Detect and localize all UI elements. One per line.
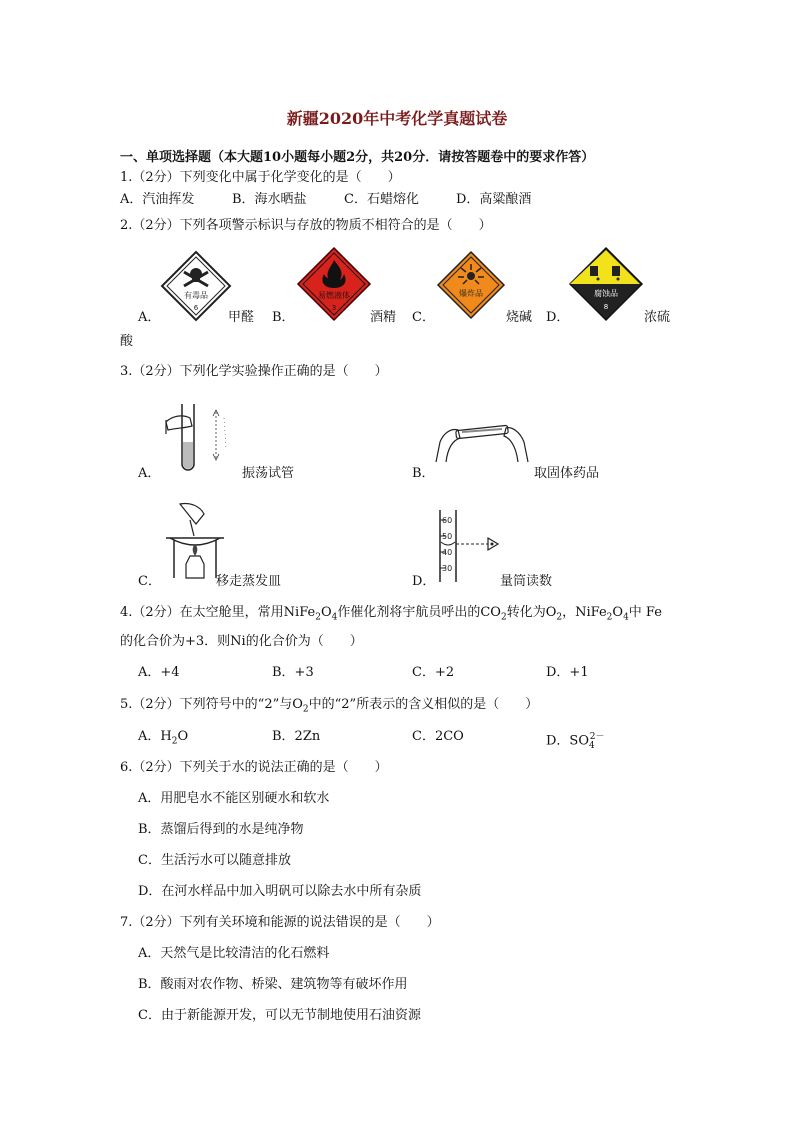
q6-option-d[interactable]: D．在河水样品中加入明矾可以除去水中所有杂质 bbox=[138, 884, 422, 899]
q4-option-d[interactable]: D．+1 bbox=[546, 665, 589, 680]
sign-a-label: 有毒品 bbox=[184, 291, 208, 300]
q3-option-a-letter[interactable]: A． bbox=[138, 466, 161, 481]
section-heading: 一、单项选择题（本大题10小题每小题2分，共20分．请按答题卷中的要求作答） bbox=[120, 150, 595, 165]
question-4-stem-line2: 的化合价为+3．则Ni的化合价为（ ） bbox=[120, 634, 363, 649]
question-5-stem: 5.（2分）下列符号中的“2”与$O_2$中的“2”所表示的含义相似的是（ ） bbox=[120, 697, 539, 715]
q2-option-c-letter[interactable]: C． bbox=[412, 310, 435, 325]
q1-option-c[interactable]: C．石蜡熔化 bbox=[344, 192, 419, 207]
flammable-sign-icon bbox=[296, 246, 372, 322]
q3-option-b-letter[interactable]: B． bbox=[412, 466, 435, 481]
corrosive-sign-icon bbox=[568, 246, 644, 322]
q2-option-d-letter[interactable]: D． bbox=[546, 310, 570, 325]
question-6-stem: 6.（2分）下列关于水的说法正确的是（ ） bbox=[120, 760, 388, 775]
sign-d-number: 8 bbox=[603, 303, 609, 311]
q1-option-d[interactable]: D．高粱酿酒 bbox=[456, 192, 532, 207]
q2-wrap-text: 酸 bbox=[120, 334, 134, 349]
take-solid-reagent-illustration bbox=[432, 402, 532, 468]
q3-option-b-text: 取固体药品 bbox=[534, 466, 600, 481]
question-1-stem: 1.（2分）下列变化中属于化学变化的是（ ） bbox=[120, 170, 401, 185]
q2-option-a-text: 甲醛 bbox=[228, 310, 255, 325]
q7-option-c[interactable]: C．由于新能源开发，可以无节制地使用石油资源 bbox=[138, 1008, 421, 1023]
q5-option-c[interactable]: C．2CO bbox=[412, 729, 464, 744]
cylinder-tick-60: 60 bbox=[442, 516, 453, 525]
q4-option-c[interactable]: C．+2 bbox=[412, 665, 455, 680]
q2-option-a-letter[interactable]: A． bbox=[138, 310, 161, 325]
question-2-stem: 2.（2分）下列各项警示标识与存放的物质不相符合的是（ ） bbox=[120, 218, 492, 233]
q5-option-b[interactable]: B．2Zn bbox=[272, 729, 321, 744]
sign-a-number: 6 bbox=[193, 304, 199, 312]
sign-b-number: 3 bbox=[331, 304, 337, 312]
q3-option-d-letter[interactable]: D． bbox=[412, 574, 436, 589]
q3-option-d-text: 量筒读数 bbox=[500, 574, 553, 589]
q3-option-c-letter[interactable]: C． bbox=[138, 574, 161, 589]
q4-option-b[interactable]: B．+3 bbox=[272, 665, 314, 680]
graduated-cylinder-illustration bbox=[432, 508, 512, 584]
q1-option-a[interactable]: A．汽油挥发 bbox=[120, 192, 195, 207]
q3-option-c-text: 移走蒸发皿 bbox=[216, 574, 282, 589]
q7-option-a[interactable]: A．天然气是比较清洁的化石燃料 bbox=[138, 946, 330, 961]
question-7-stem: 7.（2分）下列有关环境和能源的说法错误的是（ ） bbox=[120, 915, 440, 930]
sign-b-label: 易燃液体 bbox=[318, 291, 350, 300]
cylinder-tick-50: 50 bbox=[442, 532, 453, 541]
q2-option-b-letter[interactable]: B． bbox=[272, 310, 295, 325]
q4-option-a[interactable]: A．+4 bbox=[138, 665, 180, 680]
q7-option-b[interactable]: B．酸雨对农作物、桥梁、建筑物等有破坏作用 bbox=[138, 977, 408, 992]
q3-option-a-text: 振荡试管 bbox=[242, 466, 295, 481]
q5-option-a[interactable]: A．$H_2O$ bbox=[138, 729, 189, 747]
q2-option-b-text: 酒精 bbox=[370, 310, 397, 325]
sign-c-label: 爆炸品 bbox=[459, 289, 483, 298]
cylinder-tick-30: 30 bbox=[442, 564, 453, 573]
q6-option-a[interactable]: A．用肥皂水不能区别硬水和软水 bbox=[138, 791, 330, 806]
cylinder-tick-40: 40 bbox=[442, 548, 453, 557]
question-3-stem: 3.（2分）下列化学实验操作正确的是（ ） bbox=[120, 364, 388, 379]
page-title: 新疆2020年中考化学真题试卷 bbox=[286, 109, 508, 128]
evaporating-dish-illustration bbox=[160, 500, 230, 582]
q5-option-d[interactable]: D．$SO_4^{2-}$ bbox=[546, 732, 605, 751]
q2-option-d-text: 浓硫 bbox=[644, 310, 671, 325]
shake-test-tube-illustration bbox=[160, 398, 240, 478]
q2-option-c-text: 烧碱 bbox=[506, 310, 533, 325]
q1-option-b[interactable]: B．海水晒盐 bbox=[232, 192, 307, 207]
q6-option-b[interactable]: B．蒸馏后得到的水是纯净物 bbox=[138, 822, 304, 837]
toxic-sign-icon bbox=[160, 250, 232, 322]
q6-option-c[interactable]: C．生活污水可以随意排放 bbox=[138, 853, 291, 868]
explosive-sign-icon bbox=[436, 250, 506, 320]
sign-d-label: 腐蚀品 bbox=[594, 289, 618, 298]
question-4-stem-line1: 4.（2分）在太空舱里，常用$NiFe_2O_4$作催化剂将宇航员呼出的$CO_2$转化为$O_2$，$NiFe_2O_4$中 Fe bbox=[120, 605, 662, 623]
